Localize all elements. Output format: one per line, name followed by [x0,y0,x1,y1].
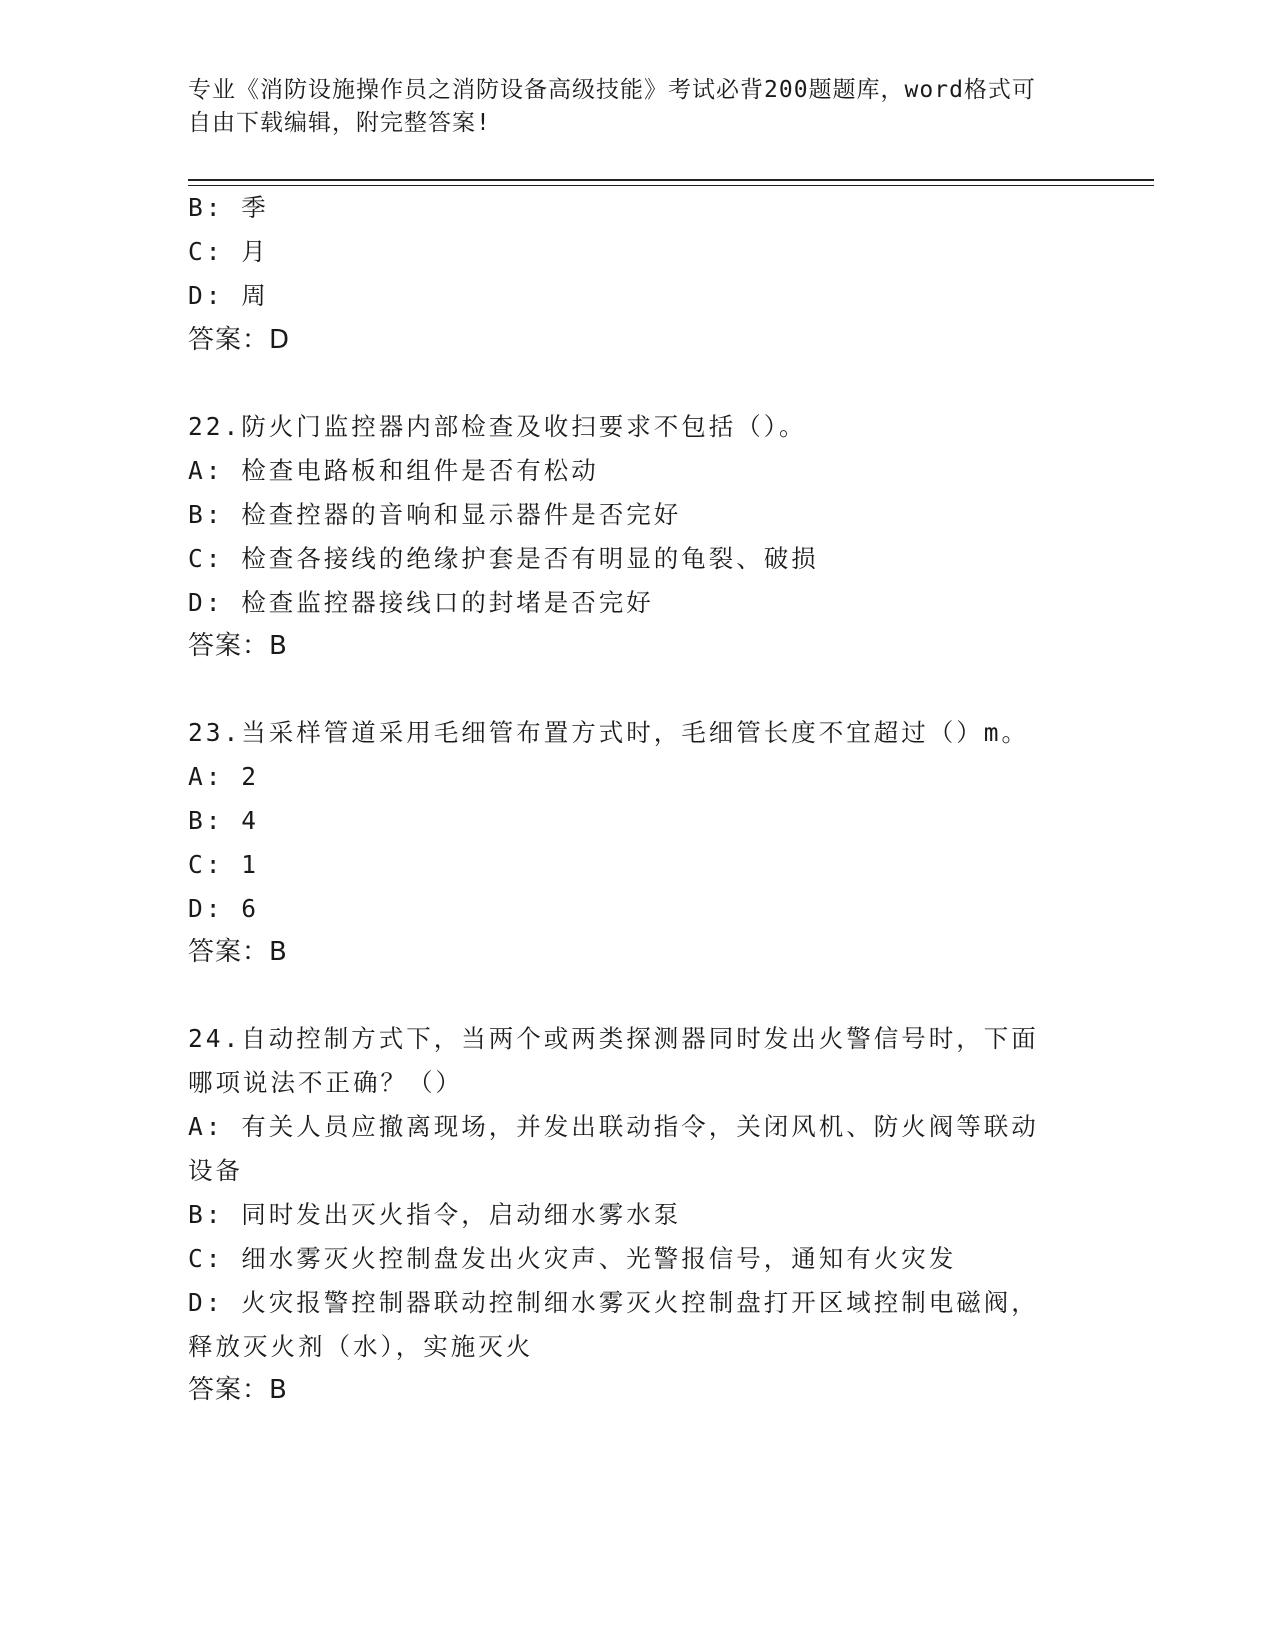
q24-answer: 答案：B [188,1375,288,1405]
q21-option-d: D: 周 [188,281,269,310]
q23-option-d: D: 6 [188,894,260,923]
q22-option-d: D: 检查监控器接线口的封堵是否完好 [188,588,654,617]
q24-option-d-line-1: D: 火灾报警控制器联动控制细水雾灭火控制盘打开区域控制电磁阀， [188,1288,1039,1317]
q23-option-c: C: 1 [188,850,260,879]
q22-option-c: C: 检查各接线的绝缘护套是否有明显的龟裂、破损 [188,544,819,573]
q24-option-d-line-2: 释放灭火剂（水），实施灭火 [188,1332,534,1361]
q24-question-line-2: 哪项说法不正确？（） [188,1068,463,1097]
document-header [188,74,1068,140]
q24-option-c: C: 细水雾灭火控制盘发出火灾声、光警报信号，通知有火灾发 [188,1244,957,1273]
q22-option-a: A: 检查电路板和组件是否有松动 [188,456,599,485]
q24-question-line-1: 24.自动控制方式下，当两个或两类探测器同时发出火警信号时，下面 [188,1024,1039,1053]
q23-option-b: B: 4 [188,806,260,835]
q23-answer: 答案：B [188,937,288,967]
q22-option-b: B: 检查控器的音响和显示器件是否完好 [188,500,682,529]
header-divider-thick [188,179,1154,181]
q23-question: 23.当采样管道采用毛细管布置方式时，毛细管长度不宜超过（）m。 [188,718,1029,747]
q21-option-c: C: 月 [188,237,269,266]
q24-option-b: B: 同时发出灭火指令，启动细水雾水泵 [188,1200,682,1229]
q24-option-a-line-2: 设备 [188,1156,243,1185]
q21-option-b: B: 季 [188,193,269,222]
header-divider-thin [188,185,1154,186]
q22-answer: 答案：B [188,631,288,661]
q21-answer: 答案：D [188,325,291,355]
header-line-1: 专业《消防设施操作员之消防设备高级技能》考试必背200题题库，word格式可 [188,77,1036,103]
header-line-2: 自由下载编辑，附完整答案! [188,110,491,136]
q22-question: 22.防火门监控器内部检查及收扫要求不包括（）。 [188,412,807,441]
q23-option-a: A: 2 [188,762,260,791]
q24-option-a-line-1: A: 有关人员应撤离现场，并发出联动指令，关闭风机、防火阀等联动 [188,1112,1039,1141]
